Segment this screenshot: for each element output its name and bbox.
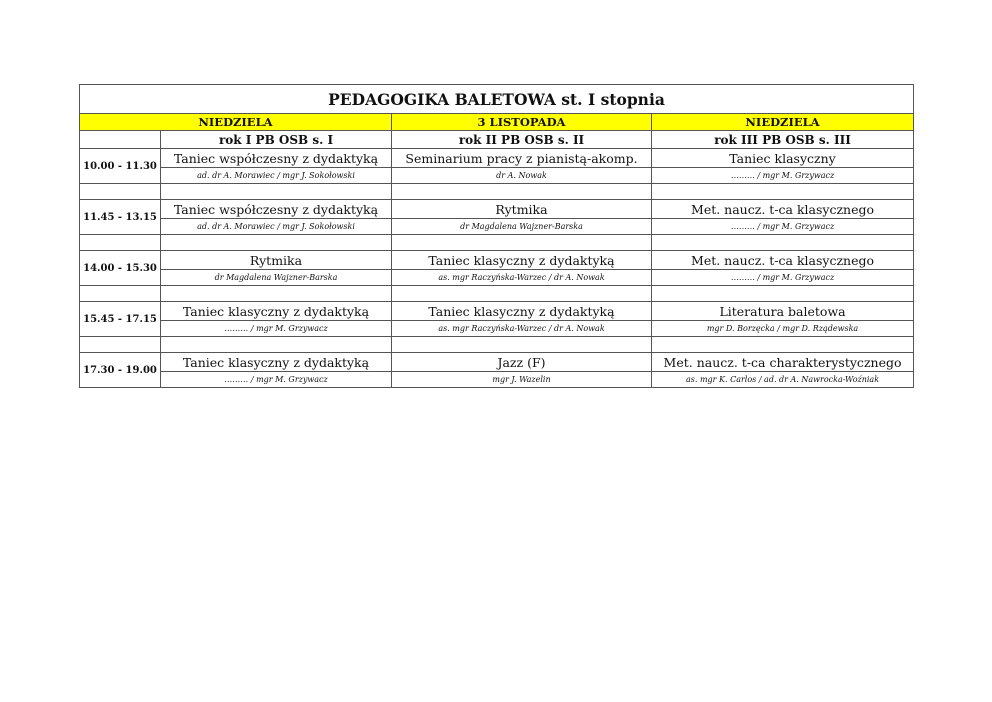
spacer-row bbox=[80, 286, 914, 302]
class-teacher: mgr J. Wazelin bbox=[392, 372, 652, 388]
group-header: rok I PB OSB s. I bbox=[161, 131, 392, 149]
class-subject: Taniec klasyczny z dydaktyką bbox=[392, 302, 652, 321]
class-teacher: ……… / mgr M. Grzywacz bbox=[161, 321, 392, 337]
class-teacher: dr Magdalena Wajzner-Barska bbox=[392, 219, 652, 235]
group-header: rok II PB OSB s. II bbox=[392, 131, 652, 149]
slot-row bbox=[80, 200, 914, 219]
schedule-table bbox=[79, 84, 914, 388]
slot-row bbox=[80, 149, 914, 168]
empty-cell bbox=[161, 184, 392, 200]
class-teacher: as. mgr Raczyńska-Warzec / dr A. Nowak bbox=[392, 321, 652, 337]
class-subject: Rytmika bbox=[392, 200, 652, 219]
empty-cell bbox=[652, 184, 914, 200]
empty-cell bbox=[652, 235, 914, 251]
empty-cell bbox=[392, 337, 652, 353]
class-subject: Jazz (F) bbox=[392, 353, 652, 372]
day-row bbox=[80, 114, 914, 131]
class-teacher: dr Magdalena Wajzner-Barska bbox=[161, 270, 392, 286]
class-teacher: ……… / mgr M. Grzywacz bbox=[161, 372, 392, 388]
time-slot: 14.00 - 15.30 bbox=[80, 251, 161, 286]
empty-cell bbox=[392, 184, 652, 200]
class-subject: Seminarium pracy z pianistą-akomp. bbox=[392, 149, 652, 168]
class-subject: Taniec współczesny z dydaktyką bbox=[161, 200, 392, 219]
teacher-row bbox=[80, 219, 914, 235]
class-subject: Met. naucz. t-ca charakterystycznego bbox=[652, 353, 914, 372]
class-subject: Met. naucz. t-ca klasycznego bbox=[652, 200, 914, 219]
empty-cell bbox=[80, 337, 161, 353]
class-subject: Literatura baletowa bbox=[652, 302, 914, 321]
empty-cell bbox=[80, 286, 161, 302]
group-row bbox=[80, 131, 914, 149]
class-subject: Taniec klasyczny z dydaktyką bbox=[161, 302, 392, 321]
group-header: rok III PB OSB s. III bbox=[652, 131, 914, 149]
spacer-row bbox=[80, 337, 914, 353]
empty-cell bbox=[392, 286, 652, 302]
class-teacher: as. mgr K. Carlos / ad. dr A. Nawrocka-Woźniak bbox=[652, 372, 914, 388]
time-slot: 10.00 - 11.30 bbox=[80, 149, 161, 184]
empty-cell bbox=[652, 337, 914, 353]
class-subject: Rytmika bbox=[161, 251, 392, 270]
empty-cell bbox=[80, 235, 161, 251]
class-teacher: ad. dr A. Morawiec / mgr J. Sokołowski bbox=[161, 168, 392, 184]
title-row bbox=[80, 85, 914, 114]
teacher-row bbox=[80, 321, 914, 337]
slot-row bbox=[80, 251, 914, 270]
class-teacher: mgr D. Borzęcka / mgr D. Rządewska bbox=[652, 321, 914, 337]
class-teacher: dr A. Nowak bbox=[392, 168, 652, 184]
time-slot: 15.45 - 17.15 bbox=[80, 302, 161, 337]
day-header: NIEDZIELA bbox=[652, 114, 914, 131]
class-subject: Taniec klasyczny z dydaktyką bbox=[161, 353, 392, 372]
class-subject: Taniec współczesny z dydaktyką bbox=[161, 149, 392, 168]
time-slot: 17.30 - 19.00 bbox=[80, 353, 161, 388]
schedule-title: PEDAGOGIKA BALETOWA st. I stopnia bbox=[80, 85, 914, 114]
teacher-row bbox=[80, 372, 914, 388]
empty-cell bbox=[652, 286, 914, 302]
class-teacher: ad. dr A. Morawiec / mgr J. Sokołowski bbox=[161, 219, 392, 235]
empty-cell bbox=[161, 235, 392, 251]
class-teacher: ……… / mgr M. Grzywacz bbox=[652, 270, 914, 286]
class-teacher: ……… / mgr M. Grzywacz bbox=[652, 219, 914, 235]
day-header: NIEDZIELA bbox=[80, 114, 392, 131]
teacher-row bbox=[80, 270, 914, 286]
empty-cell bbox=[80, 131, 161, 149]
spacer-row bbox=[80, 184, 914, 200]
class-teacher: as. mgr Raczyńska-Warzec / dr A. Nowak bbox=[392, 270, 652, 286]
spacer-row bbox=[80, 235, 914, 251]
empty-cell bbox=[80, 184, 161, 200]
slot-row bbox=[80, 302, 914, 321]
day-header: 3 LISTOPADA bbox=[392, 114, 652, 131]
time-slot: 11.45 - 13.15 bbox=[80, 200, 161, 235]
slot-row bbox=[80, 353, 914, 372]
empty-cell bbox=[161, 286, 392, 302]
class-teacher: ……… / mgr M. Grzywacz bbox=[652, 168, 914, 184]
empty-cell bbox=[161, 337, 392, 353]
schedule-body bbox=[80, 85, 914, 388]
empty-cell bbox=[392, 235, 652, 251]
class-subject: Met. naucz. t-ca klasycznego bbox=[652, 251, 914, 270]
class-subject: Taniec klasyczny z dydaktyką bbox=[392, 251, 652, 270]
teacher-row bbox=[80, 168, 914, 184]
class-subject: Taniec klasyczny bbox=[652, 149, 914, 168]
